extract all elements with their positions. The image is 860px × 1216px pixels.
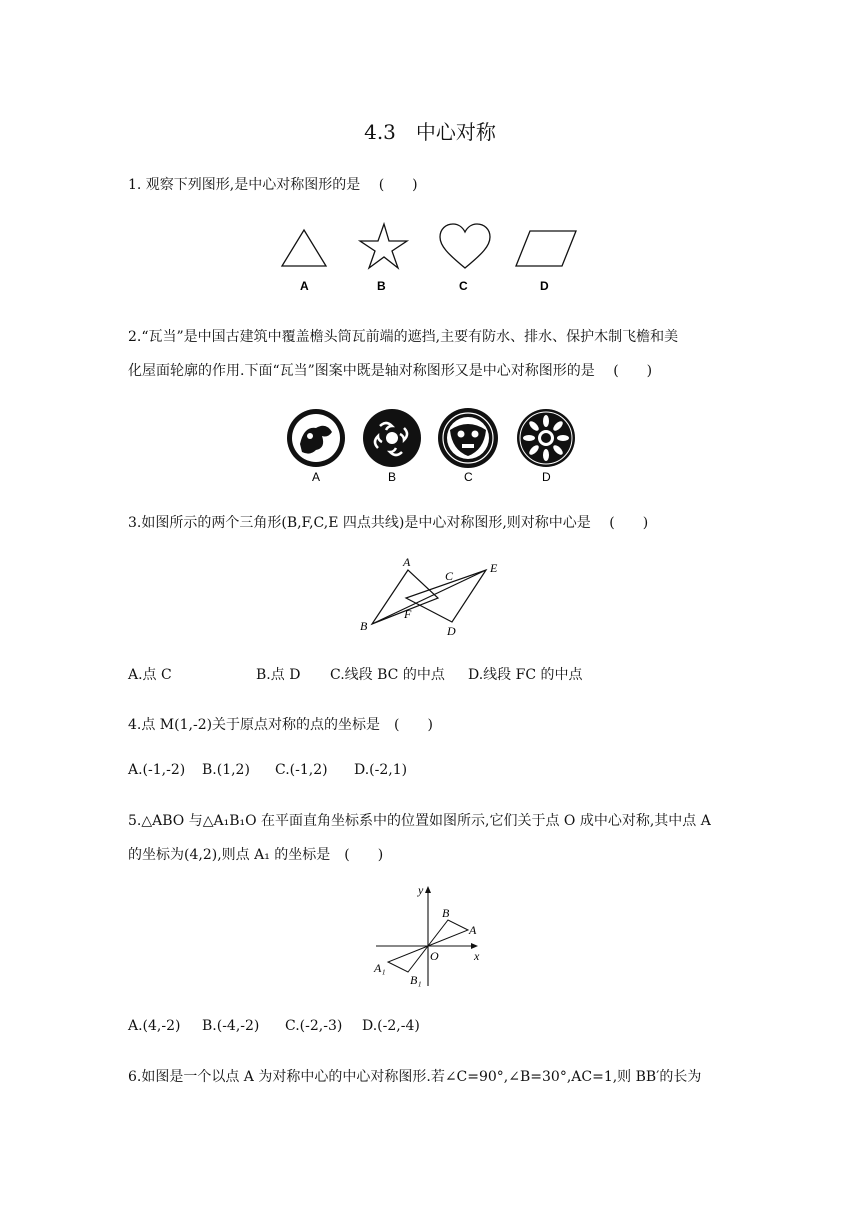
- triangle-a1b1o: [388, 946, 428, 972]
- q1-label-c: C: [459, 279, 468, 293]
- q1-label-b: B: [377, 279, 386, 293]
- q2-label-c: C: [464, 470, 473, 484]
- q4-option-d: D.(-2,1): [354, 762, 408, 778]
- q3-point-f: F: [404, 607, 412, 621]
- q5-option-a: A.(4,-2): [128, 1018, 181, 1034]
- q1-figure: [278, 220, 588, 300]
- wadang-a-icon: [287, 409, 345, 467]
- star-shape: [360, 224, 407, 268]
- x-axis-label: x: [474, 949, 480, 963]
- wadang-d-icon: [517, 409, 575, 467]
- q3-point-a: A: [403, 555, 411, 569]
- q3-option-c: C.线段 BC 的中点: [330, 667, 445, 683]
- question-5-line1: 5.△ABO 与△A₁B₁O 在平面直角坐标系中的位置如图所示,它们关于点 O 成中心对称,其中点 A: [128, 813, 711, 829]
- triangle-abo: [428, 920, 468, 946]
- q1-label-a: A: [300, 279, 309, 293]
- q1-label-d: D: [540, 279, 549, 293]
- heart-shape: [440, 224, 490, 268]
- q3-option-a: A.点 C: [128, 667, 172, 683]
- q2-label-b: B: [388, 470, 397, 484]
- q3-option-b: B.点 D: [256, 667, 301, 683]
- q5-option-d: D.(-2,-4): [362, 1018, 420, 1034]
- q3-point-b: B: [360, 619, 368, 633]
- wadang-b-icon: [363, 409, 421, 467]
- q3-point-d: D: [447, 624, 456, 638]
- q3-figure: [352, 552, 512, 642]
- y-axis-label: y: [418, 883, 424, 897]
- wadang-c-icon: [438, 408, 498, 468]
- question-2-line1: 2.“瓦当”是中国古建筑中覆盖檐头筒瓦前端的遮挡,主要有防水、排水、保护木制飞檐和美: [128, 329, 679, 345]
- question-4-text: 4.点 M(1,-2)关于原点对称的点的坐标是 ( ): [128, 717, 433, 733]
- question-5-line2: 的坐标为(4,2),则点 A₁ 的坐标是 ( ): [128, 847, 384, 863]
- q5-coordinate-figure: [370, 880, 500, 992]
- point-b-label: B: [442, 906, 450, 920]
- question-6-text: 6.如图是一个以点 A 为对称中心的中心对称图形.若∠C=90°,∠B=30°,AC=1,则 BB′的长为: [128, 1069, 702, 1085]
- q2-label-d: D: [542, 470, 551, 484]
- q4-option-c: C.(-1,2): [275, 762, 328, 778]
- q4-option-b: B.(1,2): [202, 762, 250, 778]
- point-b1-label: B₁: [410, 973, 422, 987]
- q2-figure: [280, 404, 580, 488]
- q3-point-e: E: [490, 561, 498, 575]
- page-title: 4.3 中心对称: [364, 120, 496, 144]
- point-a-label: A: [469, 923, 477, 937]
- parallelogram-shape: [516, 231, 576, 266]
- q2-label-a: A: [312, 470, 321, 484]
- question-2-line2: 化屋面轮廓的作用.下面“瓦当”图案中既是轴对称图形又是中心对称图形的是 ( ): [128, 363, 653, 379]
- question-3-text: 3.如图所示的两个三角形(B,F,C,E 四点共线)是中心对称图形,则对称中心是 ( ): [128, 515, 649, 531]
- q3-point-c: C: [445, 569, 454, 583]
- triangle-shape: [282, 230, 326, 266]
- question-1-text: 1. 观察下列图形,是中心对称图形的是 ( ): [128, 177, 418, 193]
- q5-option-b: B.(-4,-2): [202, 1018, 260, 1034]
- q3-option-d: D.线段 FC 的中点: [468, 667, 583, 683]
- origin-label: O: [430, 949, 439, 963]
- point-a1-label: A₁: [374, 961, 386, 975]
- q5-option-c: C.(-2,-3): [285, 1018, 343, 1034]
- q4-option-a: A.(-1,-2): [128, 762, 186, 778]
